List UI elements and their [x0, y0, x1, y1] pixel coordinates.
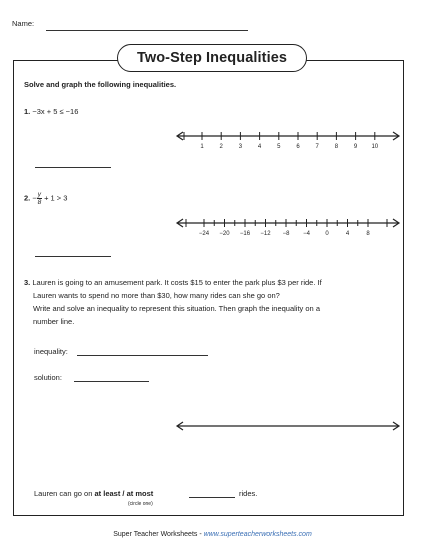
nl1-tick-label: 5 — [277, 144, 281, 150]
conclusion — [34, 489, 153, 498]
inequality-answer-line[interactable] — [77, 355, 208, 356]
problem-2 — [24, 191, 67, 206]
nl2-tick-label: 8 — [366, 231, 370, 237]
nl2-tick-label: −8 — [282, 231, 290, 237]
nl1-tick-label: 8 — [334, 144, 339, 150]
problem-2-rest: + 1 > 3 — [44, 193, 68, 203]
problem-3-line-1: 3. Lauren is going to an amusement park. It costs $15 to enter the park plus $3 per ride. If — [24, 278, 322, 287]
problem-3-line-4: number line. — [33, 317, 75, 326]
nl1-tick-label: 4 — [257, 144, 262, 150]
rides-answer-line[interactable] — [189, 497, 235, 498]
nl2-tick-label: 0 — [325, 231, 329, 237]
nl1-tick-label: 6 — [296, 144, 300, 150]
problem-1-answer-line[interactable] — [35, 167, 111, 168]
footer — [0, 531, 425, 538]
solution-label: solution: — [34, 373, 62, 382]
problem-1 — [24, 107, 78, 116]
inequality-label: inequality: — [34, 347, 68, 356]
conclusion-choice[interactable]: at least / at most — [94, 489, 154, 498]
problem-1-number-line[interactable] — [172, 126, 404, 152]
nl1-tick-label: 3 — [238, 144, 243, 150]
nl1-tick-label: 1 — [200, 144, 204, 150]
problem-3-line-2: Lauren wants to spend no more than $30, how many rides can she go on? — [33, 291, 280, 300]
problem-2-frac-denominator: 8 — [37, 199, 42, 206]
problem-1-expression: −3x + 5 ≤ −16 — [32, 107, 79, 116]
solution-answer-line[interactable] — [74, 381, 149, 382]
nl2-tick-label: −16 — [239, 231, 251, 237]
problem-2-answer-line[interactable] — [35, 256, 111, 257]
footer-text: Super Teacher Worksheets - — [113, 531, 204, 538]
nl1-tick-label: 9 — [353, 144, 358, 150]
worksheet-title: Two-Step Inequalities — [117, 44, 307, 72]
nl2-tick-label: −12 — [260, 231, 271, 237]
problem-3-line-3: Write and solve an inequality to represent this situation. Then graph the inequality on a — [33, 304, 320, 313]
problem-2-minus: − — [32, 193, 37, 203]
name-answer-line[interactable] — [46, 30, 248, 31]
nl2-tick-label: −4 — [303, 231, 310, 237]
instructions: Solve and graph the following inequalities. — [24, 80, 177, 89]
circle-one-note: (circle one) — [128, 501, 153, 507]
name-label: Name: — [12, 19, 35, 28]
nl1-tick-label: 7 — [315, 144, 319, 150]
problem-3-number: 3. — [24, 278, 31, 287]
nl2-tick-label: −20 — [219, 231, 230, 237]
nl2-tick-label: 4 — [345, 231, 350, 237]
problem-1-number: 1. — [24, 107, 31, 116]
nl2-tick-label: −24 — [198, 231, 210, 237]
problem-2-fraction — [37, 191, 42, 206]
footer-url[interactable]: www.superteacherworksheets.com — [203, 531, 312, 538]
problem-3-number-line[interactable] — [172, 416, 404, 436]
problem-2-number: 2. — [24, 193, 31, 203]
nl1-tick-label: 2 — [219, 144, 223, 150]
conclusion-suffix: rides. — [239, 489, 258, 498]
conclusion-prefix: Lauren can go on — [34, 489, 93, 498]
nl1-tick-label: 10 — [371, 144, 379, 150]
problem-2-frac-numerator: y — [37, 191, 41, 198]
problem-3 — [24, 276, 402, 328]
problem-2-number-line[interactable] — [172, 213, 404, 239]
